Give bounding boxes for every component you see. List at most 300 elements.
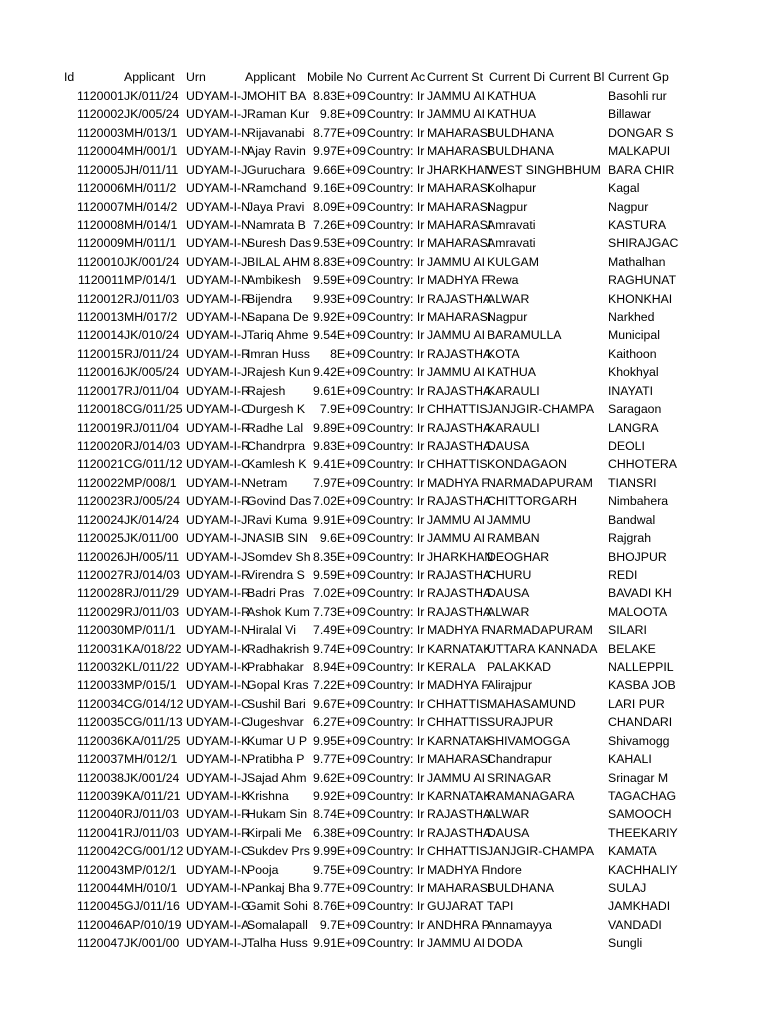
cell-applicant-name[interactable]: Sapana De — [247, 310, 309, 325]
cell-applicant-name[interactable]: Somdev Sh — [247, 549, 311, 564]
cell-applicant-no[interactable]: CG/011/12 — [124, 457, 183, 472]
cell-applicant-no[interactable]: JH/005/11 — [124, 549, 180, 564]
cell-current-district[interactable]: KOTA — [487, 346, 520, 361]
cell-current-state[interactable]: MAHARASI — [427, 881, 492, 896]
cell-applicant-no[interactable]: RJ/014/03 — [124, 567, 181, 582]
cell-applicant-no[interactable]: MH/010/1 — [124, 881, 178, 896]
cell-urn[interactable]: UDYAM-I-C — [186, 402, 250, 417]
cell-current-address[interactable]: Country: Ir — [367, 310, 425, 325]
cell-current-state[interactable]: JAMMU AI — [427, 254, 486, 269]
cell-id[interactable]: 1120033 — [77, 678, 124, 693]
cell-applicant-name[interactable]: Somalapall — [247, 917, 308, 932]
cell-applicant-name[interactable]: MOHIT BA — [247, 89, 307, 103]
cell-mobile-no[interactable]: 9.91E+09 — [313, 936, 366, 951]
cell-current-address[interactable]: Country: Ir — [367, 899, 425, 914]
cell-current-gp[interactable]: RAGHUNAT — [608, 273, 677, 288]
cell-current-district[interactable]: KARAULI — [487, 420, 540, 435]
header-applicant-2[interactable]: Applicant — [245, 70, 296, 84]
cell-applicant-name[interactable]: Guruchara — [247, 162, 306, 177]
cell-current-district[interactable]: SRINAGAR — [487, 770, 552, 785]
cell-applicant-name[interactable]: Radhakrish — [247, 641, 310, 656]
cell-applicant-no[interactable]: JK/001/00 — [124, 936, 180, 951]
cell-current-address[interactable]: Country: Ir — [367, 494, 425, 509]
cell-current-state[interactable]: JAMMU AI — [427, 531, 486, 546]
cell-applicant-no[interactable]: JK/014/24 — [124, 512, 180, 527]
cell-applicant-name[interactable]: Kamlesh K — [247, 457, 307, 472]
cell-applicant-name[interactable]: Gamit Sohi — [247, 899, 308, 914]
cell-current-gp[interactable]: Bandwal — [608, 512, 656, 527]
cell-current-state[interactable]: MAHARASI — [427, 217, 492, 232]
cell-mobile-no[interactable]: 9.97E+09 — [313, 144, 366, 159]
cell-applicant-no[interactable]: KA/011/21 — [124, 788, 181, 803]
cell-applicant-name[interactable]: Chandrpra — [247, 438, 306, 453]
cell-id[interactable]: 1120036 — [77, 733, 124, 748]
cell-current-district[interactable]: JAMMU — [487, 512, 531, 527]
cell-current-address[interactable]: Country: Ir — [367, 254, 425, 269]
cell-current-state[interactable]: RAJASTHA — [427, 438, 492, 453]
cell-id[interactable]: 1120014 — [77, 328, 124, 343]
cell-mobile-no[interactable]: 9.41E+09 — [313, 457, 366, 472]
cell-current-district[interactable]: DODA — [487, 936, 523, 951]
cell-current-state[interactable]: JAMMU AI — [427, 770, 486, 785]
cell-current-state[interactable]: JAMMU AI — [427, 512, 486, 527]
cell-applicant-name[interactable]: Krishna — [247, 788, 289, 803]
cell-mobile-no[interactable]: 9.6E+09 — [319, 531, 366, 546]
cell-current-district[interactable]: UTTARA KANNADA — [487, 641, 598, 656]
cell-applicant-name[interactable]: NASIB SIN — [247, 531, 308, 546]
cell-urn[interactable]: UDYAM-I-K — [186, 641, 250, 656]
header-current-state[interactable]: Current St — [427, 70, 484, 84]
cell-id[interactable]: 1120001 — [77, 89, 124, 103]
cell-current-district[interactable]: ALWAR — [487, 604, 530, 619]
cell-current-address[interactable]: Country: Ir — [367, 733, 425, 748]
cell-id[interactable]: 1120012 — [77, 291, 124, 306]
cell-id[interactable]: 1120037 — [77, 752, 124, 767]
cell-current-district[interactable]: BARAMULLA — [487, 328, 562, 343]
cell-current-state[interactable]: RAJASTHA — [427, 291, 492, 306]
cell-applicant-name[interactable]: Prabhakar — [247, 660, 304, 675]
cell-urn[interactable]: UDYAM-I-N — [186, 199, 250, 214]
cell-current-district[interactable]: Chandrapur — [487, 752, 552, 767]
cell-current-district[interactable]: TAPI — [487, 899, 514, 914]
cell-id[interactable]: 1120044 — [77, 881, 124, 896]
cell-applicant-name[interactable]: Bijendra — [247, 291, 293, 306]
cell-id[interactable]: 1120029 — [77, 604, 124, 619]
cell-current-state[interactable]: MAHARASI — [427, 236, 492, 251]
cell-current-state[interactable]: MAHARASI — [427, 199, 492, 214]
cell-mobile-no[interactable]: 9.83E+09 — [313, 438, 366, 453]
cell-mobile-no[interactable]: 9.92E+09 — [313, 310, 366, 325]
cell-current-state[interactable]: JAMMU AI — [427, 328, 486, 343]
cell-current-gp[interactable]: LARI PUR — [608, 696, 665, 711]
cell-current-state[interactable]: RAJASTHA — [427, 825, 492, 840]
cell-current-district[interactable]: Nagpur — [487, 310, 528, 325]
cell-current-district[interactable]: KATHUA — [487, 365, 536, 380]
cell-current-state[interactable]: MADHYA F — [427, 273, 489, 288]
cell-current-district[interactable]: DEOGHAR — [487, 549, 550, 564]
cell-urn[interactable]: UDYAM-I-C — [186, 696, 250, 711]
cell-id[interactable]: 1120026 — [77, 549, 124, 564]
cell-current-gp[interactable]: LANGRA — [608, 420, 659, 435]
header-urn[interactable]: Urn — [186, 70, 206, 84]
cell-current-gp[interactable]: CHHOTERA — [608, 457, 678, 472]
cell-applicant-no[interactable]: MH/012/1 — [124, 752, 178, 767]
cell-current-address[interactable]: Country: Ir — [367, 770, 425, 785]
cell-current-district[interactable]: Indore — [487, 862, 522, 877]
cell-current-address[interactable]: Country: Ir — [367, 328, 425, 343]
cell-mobile-no[interactable]: 9.77E+09 — [313, 752, 366, 767]
cell-current-address[interactable]: Country: Ir — [367, 236, 425, 251]
cell-mobile-no[interactable]: 8.76E+09 — [313, 899, 366, 914]
cell-current-district[interactable]: RAMANAGARA — [487, 788, 575, 803]
cell-applicant-name[interactable]: Radhe Lal — [247, 420, 304, 435]
cell-current-address[interactable]: Country: Ir — [367, 346, 425, 361]
cell-mobile-no[interactable]: 8.35E+09 — [313, 549, 366, 564]
cell-current-district[interactable]: Annamayya — [487, 917, 552, 932]
cell-urn[interactable]: UDYAM-I-N — [186, 752, 250, 767]
cell-current-district[interactable]: KONDAGAON — [487, 457, 567, 472]
cell-id[interactable]: 1120021 — [77, 457, 124, 472]
cell-id[interactable]: 1120034 — [77, 696, 124, 711]
cell-mobile-no[interactable]: 9.59E+09 — [313, 273, 366, 288]
cell-applicant-name[interactable]: Rajesh Kun — [247, 365, 311, 380]
cell-urn[interactable]: UDYAM-I-J — [186, 328, 248, 343]
cell-current-state[interactable]: MAHARASI — [427, 125, 492, 140]
cell-applicant-name[interactable]: Hiralal Vi — [247, 623, 296, 638]
cell-current-address[interactable]: Country: Ir — [367, 420, 425, 435]
cell-applicant-no[interactable]: CG/001/12 — [124, 844, 184, 859]
cell-applicant-no[interactable]: MH/014/1 — [124, 217, 178, 232]
cell-current-address[interactable]: Country: Ir — [367, 936, 425, 951]
cell-urn[interactable]: UDYAM-I-J — [186, 89, 248, 103]
cell-mobile-no[interactable]: 9.74E+09 — [313, 641, 366, 656]
cell-current-address[interactable]: Country: Ir — [367, 291, 425, 306]
cell-applicant-name[interactable]: Imran Huss — [247, 346, 310, 361]
cell-urn[interactable]: UDYAM-I-R — [186, 604, 250, 619]
cell-id[interactable]: 1120022 — [77, 475, 124, 490]
cell-current-district[interactable]: DAUSA — [487, 586, 530, 601]
cell-mobile-no[interactable]: 9.95E+09 — [313, 733, 366, 748]
cell-id[interactable]: 1120038 — [77, 770, 124, 785]
cell-mobile-no[interactable]: 6.27E+09 — [313, 715, 366, 730]
cell-current-address[interactable]: Country: Ir — [367, 604, 425, 619]
cell-id[interactable]: 1120018 — [77, 402, 124, 417]
cell-urn[interactable]: UDYAM-I-R — [186, 494, 250, 509]
cell-applicant-name[interactable]: Hukam Sin — [247, 807, 308, 822]
cell-current-address[interactable]: Country: Ir — [367, 678, 425, 693]
cell-applicant-name[interactable]: Jaya Pravi — [247, 199, 305, 214]
cell-urn[interactable]: UDYAM-I-J — [186, 531, 248, 546]
cell-urn[interactable]: UDYAM-I-J — [186, 365, 248, 380]
cell-urn[interactable]: UDYAM-I-R — [186, 825, 250, 840]
cell-current-state[interactable]: KERALA — [427, 660, 476, 675]
cell-current-gp[interactable]: TAGACHAG — [608, 788, 677, 803]
cell-applicant-name[interactable]: Netram — [247, 475, 288, 490]
cell-current-state[interactable]: MAHARASI — [427, 752, 492, 767]
cell-urn[interactable]: UDYAM-I-N — [186, 181, 250, 196]
cell-current-district[interactable]: PALAKKAD — [487, 660, 552, 675]
cell-applicant-no[interactable]: JK/011/24 — [124, 89, 179, 103]
cell-current-state[interactable]: RAJASTHA — [427, 494, 492, 509]
cell-current-gp[interactable]: Nagpur — [608, 199, 649, 214]
cell-applicant-no[interactable]: JH/011/11 — [124, 162, 179, 177]
cell-urn[interactable]: UDYAM-I-R — [186, 420, 250, 435]
cell-current-gp[interactable]: KASTURA — [608, 217, 667, 232]
cell-current-state[interactable]: JAMMU AI — [427, 107, 486, 122]
cell-mobile-no[interactable]: 8.74E+09 — [313, 807, 366, 822]
cell-current-state[interactable]: CHHATTIS — [427, 696, 488, 711]
cell-current-address[interactable]: Country: Ir — [367, 586, 425, 601]
cell-id[interactable]: 1120007 — [77, 199, 124, 214]
header-current-address[interactable]: Current Ac — [367, 70, 426, 84]
cell-current-district[interactable]: Nagpur — [487, 199, 528, 214]
cell-current-state[interactable]: MADHYA F — [427, 678, 489, 693]
cell-applicant-name[interactable]: Rajesh — [247, 383, 286, 398]
cell-id[interactable]: 1120016 — [77, 365, 124, 380]
cell-mobile-no[interactable]: 9.16E+09 — [313, 181, 366, 196]
header-current-block[interactable]: Current Bl — [549, 70, 605, 84]
cell-applicant-no[interactable]: RJ/011/04 — [124, 420, 180, 435]
cell-applicant-name[interactable]: Gopal Kras — [247, 678, 309, 693]
cell-applicant-no[interactable]: MH/011/1 — [124, 236, 177, 251]
cell-applicant-name[interactable]: Namrata B — [247, 217, 306, 232]
cell-id[interactable]: 1120004 — [77, 144, 124, 159]
cell-mobile-no[interactable]: 9.62E+09 — [313, 770, 366, 785]
cell-mobile-no[interactable]: 7.49E+09 — [313, 623, 366, 638]
cell-current-gp[interactable]: Municipal — [608, 328, 660, 343]
cell-current-district[interactable]: Amravati — [487, 236, 536, 251]
cell-current-district[interactable]: KULGAM — [487, 254, 539, 269]
cell-current-gp[interactable]: VANDADI — [608, 917, 662, 932]
cell-current-address[interactable]: Country: Ir — [367, 144, 425, 159]
cell-applicant-no[interactable]: KL/011/22 — [124, 660, 180, 675]
cell-applicant-no[interactable]: MH/014/2 — [124, 199, 178, 214]
cell-id[interactable]: 1120027 — [77, 567, 124, 582]
cell-current-gp[interactable]: Kagal — [608, 181, 640, 196]
cell-id[interactable]: 1120005 — [77, 162, 124, 177]
cell-current-gp[interactable]: THEEKARIY — [608, 825, 678, 840]
cell-current-gp[interactable]: Nimbahera — [608, 494, 669, 509]
cell-applicant-no[interactable]: MH/011/2 — [124, 181, 177, 196]
cell-mobile-no[interactable]: 9.8E+09 — [319, 107, 366, 122]
cell-current-gp[interactable]: SAMOOCH — [608, 807, 672, 822]
cell-current-gp[interactable]: JAMKHADI — [608, 899, 671, 914]
cell-id[interactable]: 1120043 — [77, 862, 124, 877]
cell-applicant-no[interactable]: GJ/011/16 — [124, 899, 180, 914]
cell-current-state[interactable]: RAJASTHA — [427, 604, 492, 619]
cell-mobile-no[interactable]: 9.54E+09 — [313, 328, 366, 343]
cell-applicant-no[interactable]: MP/011/1 — [124, 623, 176, 638]
cell-applicant-no[interactable]: RJ/011/03 — [124, 825, 180, 840]
cell-id[interactable]: 1120025 — [77, 531, 124, 546]
cell-applicant-no[interactable]: JK/011/00 — [124, 531, 179, 546]
cell-current-district[interactable]: ALWAR — [487, 807, 530, 822]
cell-id[interactable]: 1120047 — [77, 936, 124, 951]
cell-mobile-no[interactable]: 7.22E+09 — [313, 678, 366, 693]
cell-current-state[interactable]: JHARKHAN — [427, 549, 494, 564]
cell-id[interactable]: 1120032 — [77, 660, 124, 675]
cell-urn[interactable]: UDYAM-I-K — [186, 788, 250, 803]
cell-applicant-name[interactable]: Suresh Das — [247, 236, 312, 251]
cell-current-address[interactable]: Country: Ir — [367, 715, 425, 730]
cell-current-district[interactable]: Rewa — [487, 273, 519, 288]
cell-current-gp[interactable]: Basohli rur — [608, 89, 667, 103]
cell-current-gp[interactable]: INAYATI — [608, 383, 654, 398]
cell-mobile-no[interactable]: 6.38E+09 — [313, 825, 366, 840]
cell-current-gp[interactable]: BARA CHIR — [608, 162, 675, 177]
cell-urn[interactable]: UDYAM-I-N — [186, 125, 250, 140]
cell-id[interactable]: 1120041 — [77, 825, 124, 840]
cell-mobile-no[interactable]: 9.67E+09 — [313, 696, 366, 711]
cell-current-gp[interactable]: MALKAPUI — [608, 144, 671, 159]
cell-applicant-no[interactable]: MP/008/1 — [124, 475, 177, 490]
cell-id[interactable]: 1120023 — [77, 494, 124, 509]
cell-mobile-no[interactable]: 9.92E+09 — [313, 788, 366, 803]
cell-current-address[interactable]: Country: Ir — [367, 788, 425, 803]
cell-id[interactable]: 1120028 — [77, 586, 124, 601]
cell-current-gp[interactable]: Rajgrah — [608, 531, 652, 546]
cell-current-state[interactable]: RAJASTHA — [427, 567, 492, 582]
cell-current-gp[interactable]: KASBA JOB — [608, 678, 676, 693]
cell-current-gp[interactable]: KAMATA — [608, 844, 657, 859]
cell-applicant-name[interactable]: Badri Pras — [247, 586, 305, 601]
cell-current-district[interactable]: KATHUA — [487, 107, 536, 122]
cell-current-state[interactable]: MAHARASI — [427, 181, 492, 196]
cell-current-gp[interactable]: BHOJPUR — [608, 549, 667, 564]
cell-current-state[interactable]: JAMMU AI — [427, 365, 486, 380]
cell-applicant-no[interactable]: RJ/011/29 — [124, 586, 180, 601]
cell-current-gp[interactable]: Mathalhan — [608, 254, 666, 269]
cell-mobile-no[interactable]: 9.93E+09 — [313, 291, 366, 306]
cell-current-address[interactable]: Country: Ir — [367, 125, 425, 140]
cell-urn[interactable]: UDYAM-I-C — [186, 715, 250, 730]
cell-urn[interactable]: UDYAM-I-K — [186, 660, 250, 675]
cell-applicant-name[interactable]: Jugeshvar — [247, 715, 304, 730]
cell-mobile-no[interactable]: 9.99E+09 — [313, 844, 366, 859]
cell-urn[interactable]: UDYAM-I-N — [186, 475, 250, 490]
cell-current-address[interactable]: Country: Ir — [367, 181, 425, 196]
cell-id[interactable]: 1120006 — [77, 181, 124, 196]
cell-urn[interactable]: UDYAM-I-N — [186, 862, 250, 877]
cell-applicant-name[interactable]: Kumar U P — [247, 733, 308, 748]
cell-id[interactable]: 1120008 — [77, 217, 124, 232]
cell-current-district[interactable]: JANJGIR-CHAMPA — [487, 402, 595, 417]
cell-mobile-no[interactable]: 9.42E+09 — [313, 365, 366, 380]
cell-current-gp[interactable]: KHONKHAI — [608, 291, 673, 306]
cell-applicant-name[interactable]: Ravi Kuma — [247, 512, 308, 527]
cell-id[interactable]: 1120003 — [77, 125, 124, 140]
cell-current-district[interactable]: BULDHANA — [487, 125, 554, 140]
cell-current-address[interactable]: Country: Ir — [367, 567, 425, 582]
cell-urn[interactable]: UDYAM-I-N — [186, 678, 250, 693]
cell-current-district[interactable]: BULDHANA — [487, 881, 554, 896]
cell-mobile-no[interactable]: 9.75E+09 — [313, 862, 366, 877]
cell-current-address[interactable]: Country: Ir — [367, 862, 425, 877]
cell-current-district[interactable]: SURAJPUR — [487, 715, 554, 730]
cell-applicant-name[interactable]: Talha Huss — [247, 936, 308, 951]
cell-current-state[interactable]: JAMMU AI — [427, 936, 486, 951]
cell-id[interactable]: 1120011 — [77, 273, 124, 288]
cell-id[interactable]: 1120031 — [77, 641, 124, 656]
cell-urn[interactable]: UDYAM-I-C — [186, 457, 250, 472]
cell-urn[interactable]: UDYAM-I-R — [186, 586, 250, 601]
cell-current-gp[interactable]: REDI — [608, 567, 638, 582]
cell-applicant-no[interactable]: MH/001/1 — [124, 144, 178, 159]
cell-urn[interactable]: UDYAM-I-J — [186, 162, 248, 177]
cell-applicant-no[interactable]: RJ/014/03 — [124, 438, 181, 453]
cell-current-district[interactable]: SHIVAMOGGA — [487, 733, 571, 748]
cell-urn[interactable]: UDYAM-I-N — [186, 623, 250, 638]
cell-mobile-no[interactable]: 8.83E+09 — [313, 89, 366, 103]
cell-current-address[interactable]: Country: Ir — [367, 199, 425, 214]
cell-urn[interactable]: UDYAM-I-J — [186, 936, 248, 951]
cell-applicant-name[interactable]: Govind Das — [247, 494, 312, 509]
cell-mobile-no[interactable]: 7.9E+09 — [319, 402, 366, 417]
cell-current-gp[interactable]: Shivamogg — [608, 733, 670, 748]
cell-current-gp[interactable]: Narkhed — [608, 310, 655, 325]
cell-mobile-no[interactable]: 9.89E+09 — [313, 420, 366, 435]
cell-current-gp[interactable]: BAVADI KH — [608, 586, 672, 601]
cell-current-address[interactable]: Country: Ir — [367, 917, 425, 932]
cell-current-gp[interactable]: NALLEPPIL — [608, 660, 674, 675]
cell-id[interactable]: 1120046 — [77, 917, 124, 932]
cell-current-state[interactable]: KARNATAK — [427, 641, 492, 656]
cell-applicant-name[interactable]: Pratibha P — [247, 752, 305, 767]
cell-applicant-no[interactable]: JK/001/24 — [124, 770, 180, 785]
cell-current-gp[interactable]: Sungli — [608, 936, 643, 951]
cell-applicant-name[interactable]: Pankaj Bha — [247, 881, 310, 896]
cell-applicant-no[interactable]: CG/011/25 — [124, 402, 183, 417]
cell-current-address[interactable]: Country: Ir — [367, 844, 425, 859]
cell-mobile-no[interactable]: 7.26E+09 — [313, 217, 366, 232]
cell-applicant-no[interactable]: AP/010/19 — [124, 917, 182, 932]
cell-applicant-no[interactable]: RJ/011/03 — [124, 291, 180, 306]
cell-applicant-no[interactable]: RJ/005/24 — [124, 494, 181, 509]
cell-applicant-no[interactable]: RJ/011/03 — [124, 807, 180, 822]
cell-mobile-no[interactable]: 8.77E+09 — [313, 125, 366, 140]
cell-current-gp[interactable]: DONGAR S — [608, 125, 674, 140]
cell-urn[interactable]: UDYAM-I-K — [186, 733, 250, 748]
cell-applicant-name[interactable]: Sajad Ahm — [247, 770, 307, 785]
cell-applicant-no[interactable]: KA/011/25 — [124, 733, 181, 748]
cell-current-address[interactable]: Country: Ir — [367, 383, 425, 398]
cell-current-district[interactable]: BULDHANA — [487, 144, 554, 159]
cell-urn[interactable]: UDYAM-I-R — [186, 383, 250, 398]
cell-current-address[interactable]: Country: Ir — [367, 365, 425, 380]
cell-mobile-no[interactable]: 8.09E+09 — [313, 199, 366, 214]
cell-id[interactable]: 1120040 — [77, 807, 124, 822]
cell-current-gp[interactable]: KACHHALIY — [608, 862, 678, 877]
cell-mobile-no[interactable]: 8.94E+09 — [313, 660, 366, 675]
cell-current-state[interactable]: CHHATTIS — [427, 844, 488, 859]
cell-current-address[interactable]: Country: Ir — [367, 641, 425, 656]
cell-current-state[interactable]: MAHARASI — [427, 144, 492, 159]
cell-current-gp[interactable]: SULAJ — [608, 881, 647, 896]
header-applicant-1[interactable]: Applicant — [124, 70, 175, 84]
cell-current-state[interactable]: CHHATTIS — [427, 715, 488, 730]
cell-current-district[interactable]: RAMBAN — [487, 531, 540, 546]
cell-applicant-no[interactable]: MH/013/1 — [124, 125, 178, 140]
cell-current-gp[interactable]: SHIRAJGAC — [608, 236, 679, 251]
cell-urn[interactable]: UDYAM-I-N — [186, 217, 250, 232]
cell-urn[interactable]: UDYAM-I-J — [186, 254, 248, 269]
cell-current-state[interactable]: MADHYA F — [427, 475, 489, 490]
cell-id[interactable]: 1120009 — [77, 236, 124, 251]
cell-current-district[interactable]: WEST SINGHBHUM — [487, 162, 601, 177]
cell-mobile-no[interactable]: 8.83E+09 — [313, 254, 366, 269]
cell-applicant-name[interactable]: Ambikesh — [247, 273, 301, 288]
cell-current-gp[interactable]: Billawar — [608, 107, 652, 122]
